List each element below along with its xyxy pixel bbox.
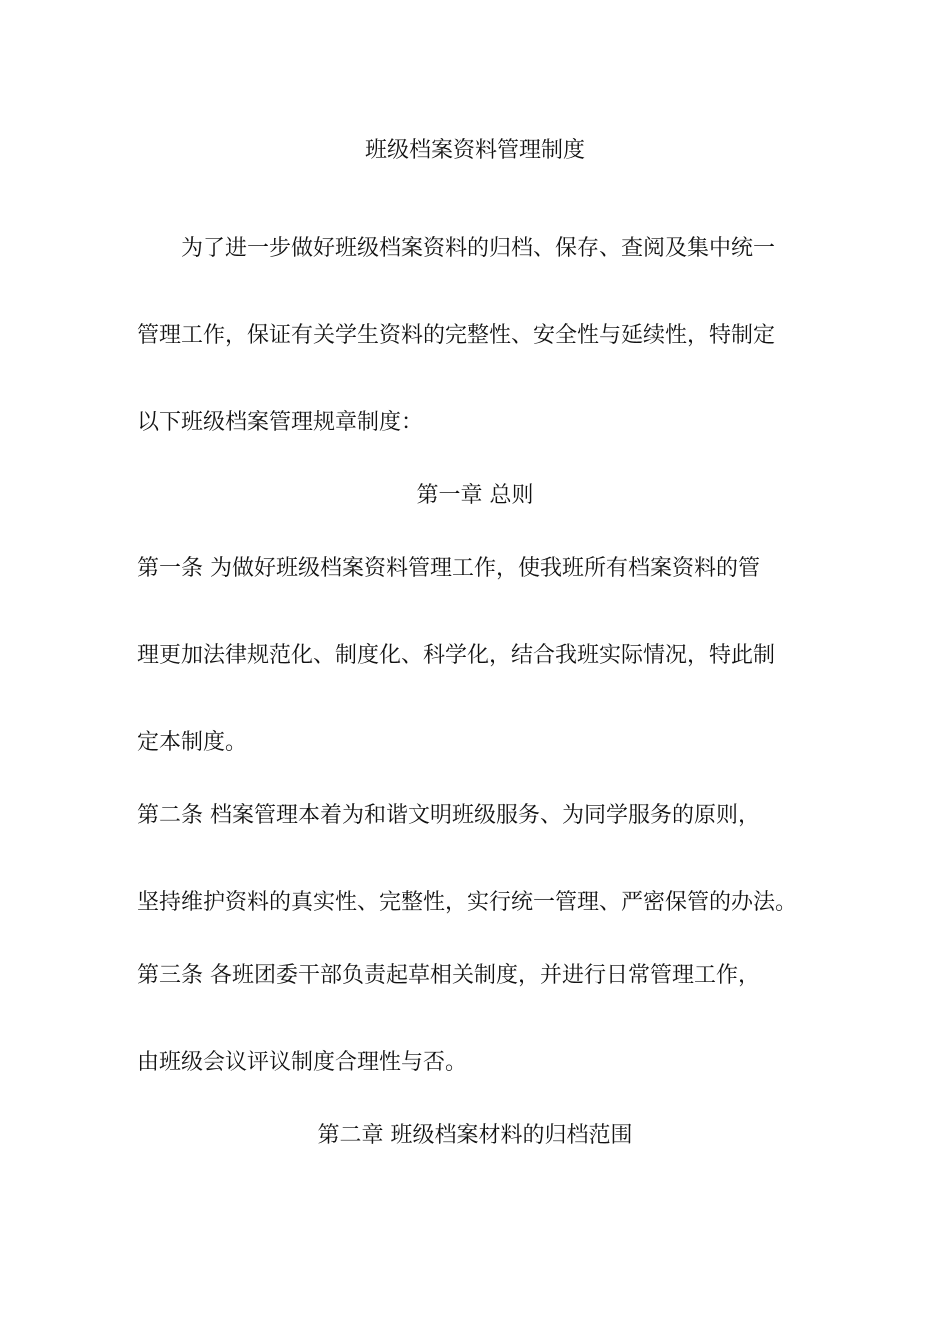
chapter1-heading: 第一章 总则	[416, 483, 534, 508]
article3-line-2: 由班级会议评议制度合理性与否。	[137, 1050, 468, 1075]
document-title: 班级档案资料管理制度	[364, 138, 585, 163]
article1-line-1: 第一条 为做好班级档案资料管理工作，使我班所有档案资料的管	[137, 556, 760, 581]
intro-line-1: 为了进一步做好班级档案资料的归档、保存、查阅及集中统一	[181, 236, 776, 261]
article2-line-1: 第二条 档案管理本着为和谐文明班级服务、为同学服务的原则，	[137, 803, 760, 828]
intro-line-3: 以下班级档案管理规章制度：	[137, 410, 424, 435]
article1-line-2: 理更加法律规范化、制度化、科学化，结合我班实际情况，特此制	[137, 643, 776, 668]
article3-line-1: 第三条 各班团委干部负责起草相关制度，并进行日常管理工作，	[137, 963, 760, 988]
article2-line-2: 坚持维护资料的真实性、完整性，实行统一管理、严密保管的办法。	[137, 890, 798, 915]
article1-line-3: 定本制度。	[137, 730, 248, 755]
intro-line-2: 管理工作，保证有关学生资料的完整性、安全性与延续性，特制定	[137, 323, 776, 348]
chapter2-heading: 第二章 班级档案材料的归档范围	[317, 1123, 633, 1148]
